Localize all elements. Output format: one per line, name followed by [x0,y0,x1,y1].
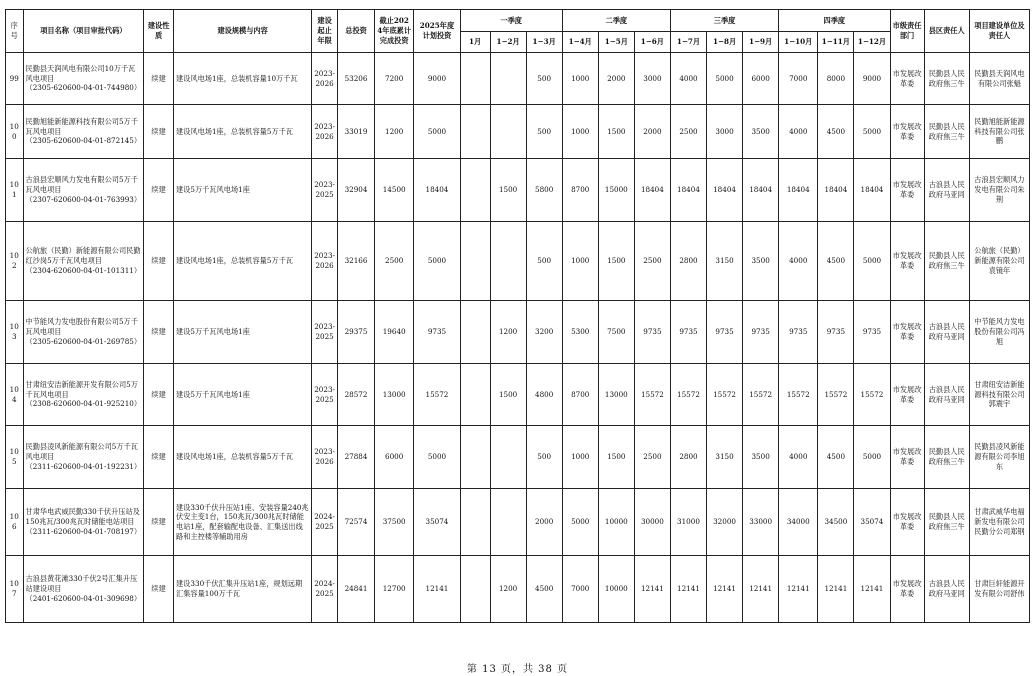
plan-2025-cell: 15572 [414,364,460,426]
month-cumulative-cell: 4500 [818,426,854,489]
nature-cell: 续建 [144,364,174,426]
month-cumulative-cell: 13000 [598,364,634,426]
project-rows [6,53,1030,623]
month-cumulative-cell: 1200 [490,556,526,623]
month-cumulative-cell: 1000 [562,105,598,159]
header-month: 1−8月 [707,32,743,53]
month-cumulative-cell [460,301,490,364]
total-investment-cell: 27884 [337,426,374,489]
month-cumulative-cell: 2500 [634,222,670,301]
header-month: 1−9月 [743,32,779,53]
month-cumulative-cell: 500 [526,222,562,301]
total-investment-cell: 33019 [337,105,374,159]
scope-cell: 建设风电场1座，总装机容量10万千瓦 [174,53,312,105]
month-cumulative-cell: 18404 [634,159,670,222]
seq-cell: 104 [6,364,24,426]
project-name-cell [23,53,144,105]
completed-2024-cell: 14500 [375,159,414,222]
month-cumulative-cell: 15572 [779,364,818,426]
month-cumulative-cell: 4000 [779,105,818,159]
month-cumulative-cell: 12141 [854,556,890,623]
project-name: 古浪县黄花滩330千伏2号汇集升压站建设项目 [25,574,138,594]
completed-2024-cell: 19640 [375,301,414,364]
table-row [6,556,1030,623]
month-cumulative-cell: 2500 [634,426,670,489]
seq-cell: 100 [6,105,24,159]
month-cumulative-cell: 5000 [562,489,598,556]
month-cumulative-cell: 9735 [854,301,890,364]
month-cumulative-cell: 4500 [818,222,854,301]
project-name: 古浪县宏顺风力发电有限公司5万千瓦风电项目 [25,175,138,195]
month-cumulative-cell: 3500 [743,105,779,159]
month-cumulative-cell: 8700 [562,364,598,426]
project-code: （2308-620600-04-01-925210） [25,399,142,409]
seq-cell: 106 [6,489,24,556]
month-cumulative-cell: 9735 [634,301,670,364]
builder-unit-cell: 甘肃武威华电福新发电有限公司民勤分公司郑钢 [969,489,1029,556]
month-cumulative-cell: 9735 [818,301,854,364]
month-cumulative-cell: 3150 [707,222,743,301]
table-row [6,105,1030,159]
city-dept-cell: 市发展改革委 [890,364,924,426]
month-cumulative-cell [460,105,490,159]
project-name-cell [23,426,144,489]
project-code: （2401-620600-04-01-309698） [25,593,142,603]
total-investment-cell: 29375 [337,301,374,364]
month-cumulative-cell: 3150 [707,426,743,489]
header-nature: 建设性质 [144,10,174,53]
header-quarter-3: 三季度 [670,10,778,32]
city-dept-cell: 市发展改革委 [890,105,924,159]
header-month: 1−7月 [670,32,706,53]
month-cumulative-cell: 2000 [634,105,670,159]
month-cumulative-cell: 2000 [526,489,562,556]
scope-cell: 建设风电场1座，总装机容量5万千瓦 [174,222,312,301]
table-row [6,426,1030,489]
header-month: 1−12月 [854,32,890,53]
header-quarter-4: 四季度 [779,10,890,32]
project-name-cell [23,159,144,222]
project-code: （2311-620600-04-01-192231） [25,461,142,471]
period-cell: 2023-2025 [312,301,338,364]
month-cumulative-cell: 15572 [818,364,854,426]
builder-unit-cell: 民勤县天润风电有限公司张魁 [969,53,1029,105]
month-cumulative-cell: 4500 [526,556,562,623]
nature-cell: 续建 [144,159,174,222]
seq-cell: 105 [6,426,24,489]
project-code: （2305-620600-04-01-744980） [25,83,142,93]
month-cumulative-cell: 1500 [598,222,634,301]
builder-unit-cell: 中节能风力发电股份有限公司冯旭 [969,301,1029,364]
builder-unit-cell: 甘肃巨轩能源开发有限公司舒伟 [969,556,1029,623]
month-cumulative-cell: 33000 [743,489,779,556]
project-name-cell [23,105,144,159]
plan-2025-cell: 18404 [414,159,460,222]
project-name-cell [23,489,144,556]
seq-cell: 107 [6,556,24,623]
nature-cell: 续建 [144,301,174,364]
total-investment-cell: 72574 [337,489,374,556]
month-cumulative-cell: 3500 [743,222,779,301]
month-cumulative-cell: 34000 [779,489,818,556]
plan-2025-cell: 12141 [414,556,460,623]
project-code: （2305-620600-04-01-872145） [25,136,142,146]
project-name-cell [23,301,144,364]
project-name: 甘肃纽安洁新能源开发有限公司5万千瓦风电项目 [25,379,138,399]
month-cumulative-cell [460,556,490,623]
project-name-cell [23,222,144,301]
month-cumulative-cell: 4000 [779,426,818,489]
nature-cell: 续建 [144,426,174,489]
seq-cell: 101 [6,159,24,222]
month-cumulative-cell: 1000 [562,53,598,105]
header-total-investment: 总投资 [337,10,374,53]
project-name: 公航旅（民勤）新能源有限公司民勤红沙岗5万千瓦风电项目 [25,246,141,266]
month-cumulative-cell: 2000 [598,53,634,105]
month-cumulative-cell: 500 [526,53,562,105]
completed-2024-cell: 12700 [375,556,414,623]
scope-cell: 建设5万千瓦风电场1座 [174,301,312,364]
project-name: 中节能风力发电股份有限公司5万千瓦风电项目 [25,317,138,337]
page-footer: 第 13 页，共 38 页 [466,664,569,675]
month-cumulative-cell: 1500 [598,426,634,489]
county-owner-cell: 古浪县人民政府马亚同 [924,159,969,222]
month-cumulative-cell: 12141 [743,556,779,623]
month-cumulative-cell: 18404 [779,159,818,222]
project-name-cell [23,556,144,623]
month-cumulative-cell: 5000 [854,222,890,301]
month-cumulative-cell: 4000 [779,222,818,301]
month-cumulative-cell: 15572 [854,364,890,426]
month-cumulative-cell: 5800 [526,159,562,222]
header-completed-2024: 截止2024年底累计完成投资 [375,10,414,53]
month-cumulative-cell: 15572 [743,364,779,426]
city-dept-cell: 市发展改革委 [890,159,924,222]
month-cumulative-cell: 1500 [598,105,634,159]
project-investment-table-sheet [5,9,1030,623]
nature-cell: 续建 [144,556,174,623]
month-cumulative-cell: 9735 [707,301,743,364]
month-cumulative-cell [460,159,490,222]
project-investment-table [5,9,1030,623]
header-quarter-2: 二季度 [562,10,670,32]
total-investment-cell: 53206 [337,53,374,105]
builder-unit-cell: 公航旅（民勤）新能源有限公司袁镜年 [969,222,1029,301]
table-row [6,301,1030,364]
scope-cell: 建设风电场1座，总装机容量5万千瓦 [174,426,312,489]
month-cumulative-cell: 8000 [818,53,854,105]
scope-cell: 建设5万千瓦风电场1座 [174,159,312,222]
month-cumulative-cell: 10000 [598,489,634,556]
header-month: 1−5月 [598,32,634,53]
month-cumulative-cell: 5000 [854,105,890,159]
table-row [6,222,1030,301]
month-cumulative-cell: 18404 [670,159,706,222]
header-seq: 序号 [6,10,24,53]
total-investment-cell: 24841 [337,556,374,623]
total-investment-cell: 32904 [337,159,374,222]
completed-2024-cell: 13000 [375,364,414,426]
nature-cell: 续建 [144,105,174,159]
month-cumulative-cell: 31000 [670,489,706,556]
month-cumulative-cell: 15572 [670,364,706,426]
total-investment-cell: 32166 [337,222,374,301]
nature-cell: 续建 [144,53,174,105]
month-cumulative-cell [490,53,526,105]
month-cumulative-cell: 12141 [779,556,818,623]
header-month: 1−2月 [490,32,526,53]
month-cumulative-cell: 1500 [490,159,526,222]
month-cumulative-cell [460,53,490,105]
month-cumulative-cell: 15572 [707,364,743,426]
table-row [6,364,1030,426]
scope-cell: 建设330千伏汇集升压站1座，规划远期汇集容量100万千瓦 [174,556,312,623]
project-code: （2305-620600-04-01-269785） [25,336,142,346]
county-owner-cell: 古浪县人民政府马亚同 [924,556,969,623]
header-project-name: 项目名称（项目审批代码） [23,10,144,53]
plan-2025-cell: 5000 [414,222,460,301]
month-cumulative-cell: 9735 [670,301,706,364]
county-owner-cell: 民勤县人民政府焦三牛 [924,489,969,556]
city-dept-cell: 市发展改革委 [890,222,924,301]
month-cumulative-cell [460,364,490,426]
header-city-dept: 市级责任部门 [890,10,924,53]
completed-2024-cell: 1200 [375,105,414,159]
plan-2025-cell: 9000 [414,53,460,105]
county-owner-cell: 民勤县人民政府焦三牛 [924,105,969,159]
city-dept-cell: 市发展改革委 [890,301,924,364]
header-month: 1−10月 [779,32,818,53]
seq-cell: 102 [6,222,24,301]
month-cumulative-cell: 9735 [779,301,818,364]
month-cumulative-cell: 500 [526,426,562,489]
county-owner-cell: 民勤县人民政府焦三牛 [924,426,969,489]
header-scope: 建设规模与内容 [174,10,312,53]
scope-cell: 建设330千伏升压站1座、安装容量240兆伏安主变1台，150兆瓦/300兆瓦时储能电站1座，配套输配电设备、汇集送出线路和主控楼等辅助用房 [174,489,312,556]
city-dept-cell: 市发展改革委 [890,426,924,489]
month-cumulative-cell: 500 [526,105,562,159]
month-cumulative-cell: 4500 [818,105,854,159]
month-cumulative-cell: 18404 [818,159,854,222]
month-cumulative-cell: 6000 [743,53,779,105]
county-owner-cell: 古浪县人民政府马亚同 [924,301,969,364]
month-cumulative-cell [490,489,526,556]
month-cumulative-cell: 34500 [818,489,854,556]
month-cumulative-cell [490,426,526,489]
month-cumulative-cell: 7000 [779,53,818,105]
county-owner-cell: 民勤县人民政府焦三牛 [924,53,969,105]
month-cumulative-cell: 12141 [707,556,743,623]
month-cumulative-cell [490,222,526,301]
period-cell: 2023-2025 [312,159,338,222]
total-investment-cell: 28572 [337,364,374,426]
month-cumulative-cell: 1000 [562,222,598,301]
month-cumulative-cell: 4000 [670,53,706,105]
header-month: 1−11月 [818,32,854,53]
nature-cell: 续建 [144,489,174,556]
month-cumulative-cell: 15000 [598,159,634,222]
month-cumulative-cell: 18404 [743,159,779,222]
period-cell: 2023-2026 [312,105,338,159]
header-county-owner: 县区责任人 [924,10,969,53]
period-cell: 2023-2026 [312,426,338,489]
month-cumulative-cell: 3000 [707,105,743,159]
county-owner-cell: 古浪县人民政府马亚同 [924,364,969,426]
month-cumulative-cell: 1000 [562,426,598,489]
month-cumulative-cell: 8700 [562,159,598,222]
project-name: 甘肃华电武威民勤330千伏升压站及150兆瓦/300兆瓦时储能电站项目 [25,507,140,527]
period-cell: 2023-2026 [312,222,338,301]
plan-2025-cell: 5000 [414,426,460,489]
completed-2024-cell: 2500 [375,222,414,301]
month-cumulative-cell: 12141 [818,556,854,623]
period-cell: 2023-2025 [312,364,338,426]
month-cumulative-cell: 9000 [854,53,890,105]
month-cumulative-cell: 35074 [854,489,890,556]
month-cumulative-cell: 2500 [670,105,706,159]
seq-cell: 99 [6,53,24,105]
header-quarter-1: 一季度 [460,10,562,32]
month-cumulative-cell: 3500 [743,426,779,489]
month-cumulative-cell: 3000 [634,53,670,105]
project-name: 民勤县天润风电有限公司10万千瓦风电项目 [25,63,136,83]
completed-2024-cell: 37500 [375,489,414,556]
header-builder-unit: 项目建设单位及责任人 [969,10,1029,53]
city-dept-cell: 市发展改革委 [890,53,924,105]
header-month: 1−4月 [562,32,598,53]
project-name-cell [23,364,144,426]
month-cumulative-cell: 4800 [526,364,562,426]
month-cumulative-cell [460,426,490,489]
table-row [6,489,1030,556]
month-cumulative-cell: 15572 [634,364,670,426]
month-cumulative-cell: 12141 [634,556,670,623]
month-cumulative-cell: 7000 [562,556,598,623]
month-cumulative-cell: 9735 [743,301,779,364]
month-cumulative-cell: 3200 [526,301,562,364]
period-cell: 2024-2025 [312,489,338,556]
project-name: 民勤县凌风新能源有限公司5万千瓦风电项目 [25,442,138,462]
plan-2025-cell: 5000 [414,105,460,159]
table-row [6,159,1030,222]
city-dept-cell: 市发展改革委 [890,556,924,623]
county-owner-cell: 民勤县人民政府焦三牛 [924,222,969,301]
month-cumulative-cell: 10000 [598,556,634,623]
builder-unit-cell: 甘肃纽安洁新能源科技有限公司郭震宇 [969,364,1029,426]
project-code: （2307-620600-04-01-763993） [25,194,142,204]
month-cumulative-cell: 2800 [670,426,706,489]
builder-unit-cell: 民勤旭能新能源科技有限公司张鹏 [969,105,1029,159]
month-cumulative-cell: 5000 [854,426,890,489]
month-cumulative-cell: 18404 [707,159,743,222]
month-cumulative-cell: 32000 [707,489,743,556]
month-cumulative-cell [460,222,490,301]
plan-2025-cell: 9735 [414,301,460,364]
month-cumulative-cell: 12141 [670,556,706,623]
month-cumulative-cell: 30000 [634,489,670,556]
header-month: 1−3月 [526,32,562,53]
month-cumulative-cell [490,105,526,159]
scope-cell: 建设5万千瓦风电场1座 [174,364,312,426]
project-code: （2304-620600-04-01-101311） [25,265,142,275]
builder-unit-cell: 古浪县宏顺风力发电有限公司朱荆 [969,159,1029,222]
month-cumulative-cell: 5000 [707,53,743,105]
header-month: 1−6月 [634,32,670,53]
month-cumulative-cell: 5300 [562,301,598,364]
seq-cell: 103 [6,301,24,364]
completed-2024-cell: 7200 [375,53,414,105]
month-cumulative-cell: 1500 [490,364,526,426]
nature-cell: 续建 [144,222,174,301]
month-cumulative-cell: 1200 [490,301,526,364]
month-cumulative-cell [460,489,490,556]
project-code: （2311-620600-04-01-708197） [25,526,142,536]
project-name: 民勤旭能新能源科技有限公司5万千瓦风电项目 [25,116,138,136]
table-row [6,53,1030,105]
month-cumulative-cell: 18404 [854,159,890,222]
month-cumulative-cell: 7500 [598,301,634,364]
city-dept-cell: 市发展改革委 [890,489,924,556]
period-cell: 2024-2025 [312,556,338,623]
plan-2025-cell: 35074 [414,489,460,556]
month-cumulative-cell: 2800 [670,222,706,301]
builder-unit-cell: 民勤县凌风新能源有限公司李旭东 [969,426,1029,489]
header-plan-2025: 2025年度计划投资 [414,10,460,53]
period-cell: 2023-2026 [312,53,338,105]
header-period: 建设起止年限 [312,10,338,53]
header-month: 1月 [460,32,490,53]
scope-cell: 建设风电场1座，总装机容量5万千瓦 [174,105,312,159]
completed-2024-cell: 6000 [375,426,414,489]
